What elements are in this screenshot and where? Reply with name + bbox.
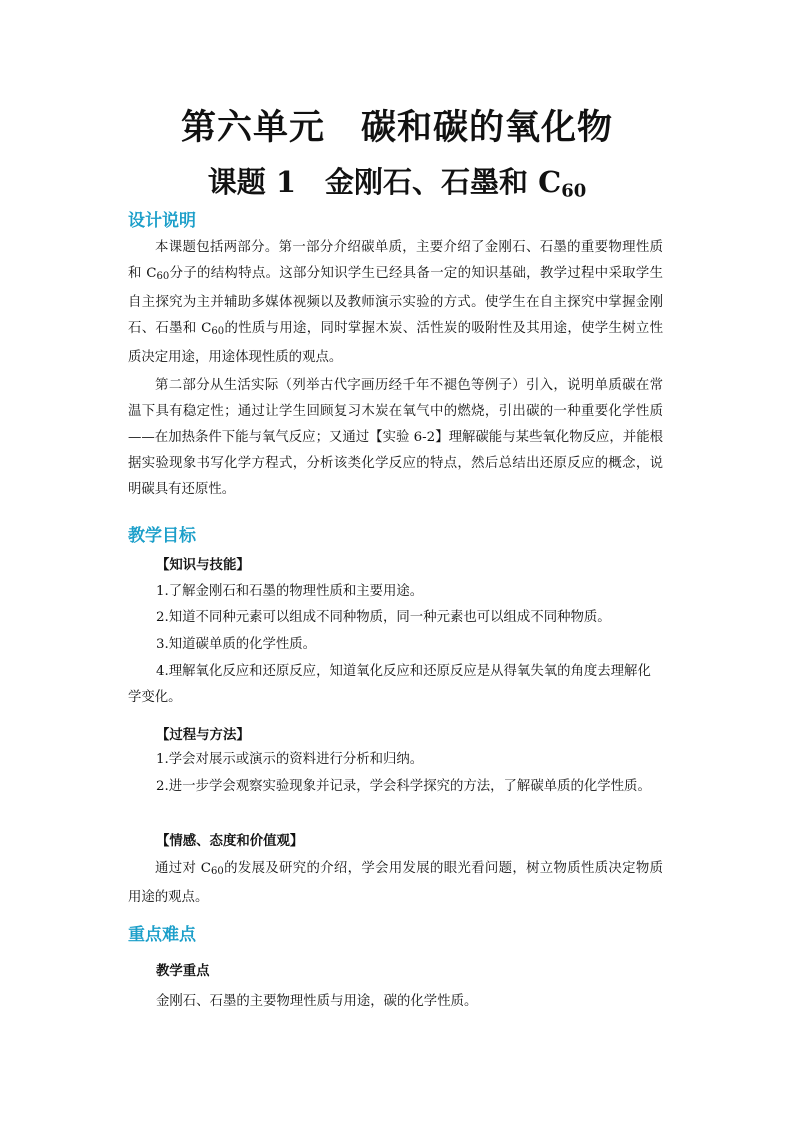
lesson-title-text: 课题 1 金刚石、石墨和 C	[207, 165, 562, 199]
key-points-heading: 重点难点	[128, 925, 196, 945]
process-item-1: 1.学会对展示或演示的资料进行分析和归纳。	[156, 752, 424, 767]
lesson-title-subscript: 60	[561, 180, 587, 202]
emotion-part-b: 的发展及研究的介绍，学会用发展的眼光看问题，树立物质性质决定物质用途的观点。	[128, 861, 663, 905]
design-p1-part-c: 的性质与用途，同时掌握木炭、活性炭的吸附性及其用途，使学生树立性质决定用途，用途体现性质的观点。	[128, 321, 663, 365]
c60-subscript: 60	[211, 326, 225, 337]
lesson-title	[0, 162, 794, 211]
focus-heading: 教学重点	[156, 963, 210, 979]
objectives-heading: 教学目标	[128, 526, 196, 546]
unit-title: 第六单元 碳和碳的氧化物	[180, 107, 613, 148]
emotion-part-a: 通过对 C	[155, 861, 212, 876]
design-paragraph-2: 第二部分从生活实际（列举古代字画历经千年不褪色等例子）引入，说明单质碳在常温下具有稳定性；通过让学生回顾复习木炭在氧气中的燃烧，引出碳的一种重要化学性质——在加热条件下能与氧气反应；又通过【实验 6-2】理解碳能与某些氧化物反应，并能根据实验现象书写化学方程式，分析该类化学反应的特点，然后总结出还原反应的概念，说明碳具有还原性。	[128, 378, 663, 497]
design-p1-part-b: 分子的结构特点。这部分知识学生已经具备一定的知识基础，教学过程中采取学生自主探究为主并辅助多媒体视频以及教师演示实验的方式。使学生在自主探究中掌握金刚石、石墨和 C	[128, 266, 663, 336]
emotion-item-1	[128, 856, 663, 911]
knowledge-item-4: 4.理解氧化反应和还原反应，知道氧化反应和还原反应是从得氧失氧的角度去理解化学变化。	[128, 664, 651, 705]
knowledge-heading: 【知识与技能】	[156, 557, 250, 573]
c60-subscript: 60	[211, 866, 224, 877]
design-heading: 设计说明	[128, 211, 196, 231]
emotion-heading: 【情感、态度和价值观】	[156, 833, 304, 849]
knowledge-item-2: 2.知道不同种元素可以组成不同种物质，同一种元素也可以组成不同种物质。	[156, 610, 611, 625]
design-paragraph-1	[128, 235, 663, 371]
process-item-2: 2.进一步学会观察实验现象并记录，学会科学探究的方法，了解碳单质的化学性质。	[156, 779, 651, 794]
knowledge-item-3: 3.知道碳单质的化学性质。	[156, 637, 317, 652]
knowledge-item-1: 1.了解金刚石和石墨的物理性质和主要用途。	[156, 584, 424, 599]
design-p1-part-a: 本课题包括两部分。第一部分介绍碳单质，主要介绍了金刚石、石墨的重要物理性质和 C	[128, 240, 663, 281]
focus-text: 金刚石、石墨的主要物理性质与用途，碳的化学性质。	[156, 994, 478, 1009]
c60-subscript: 60	[156, 271, 170, 282]
process-heading: 【过程与方法】	[156, 727, 250, 743]
